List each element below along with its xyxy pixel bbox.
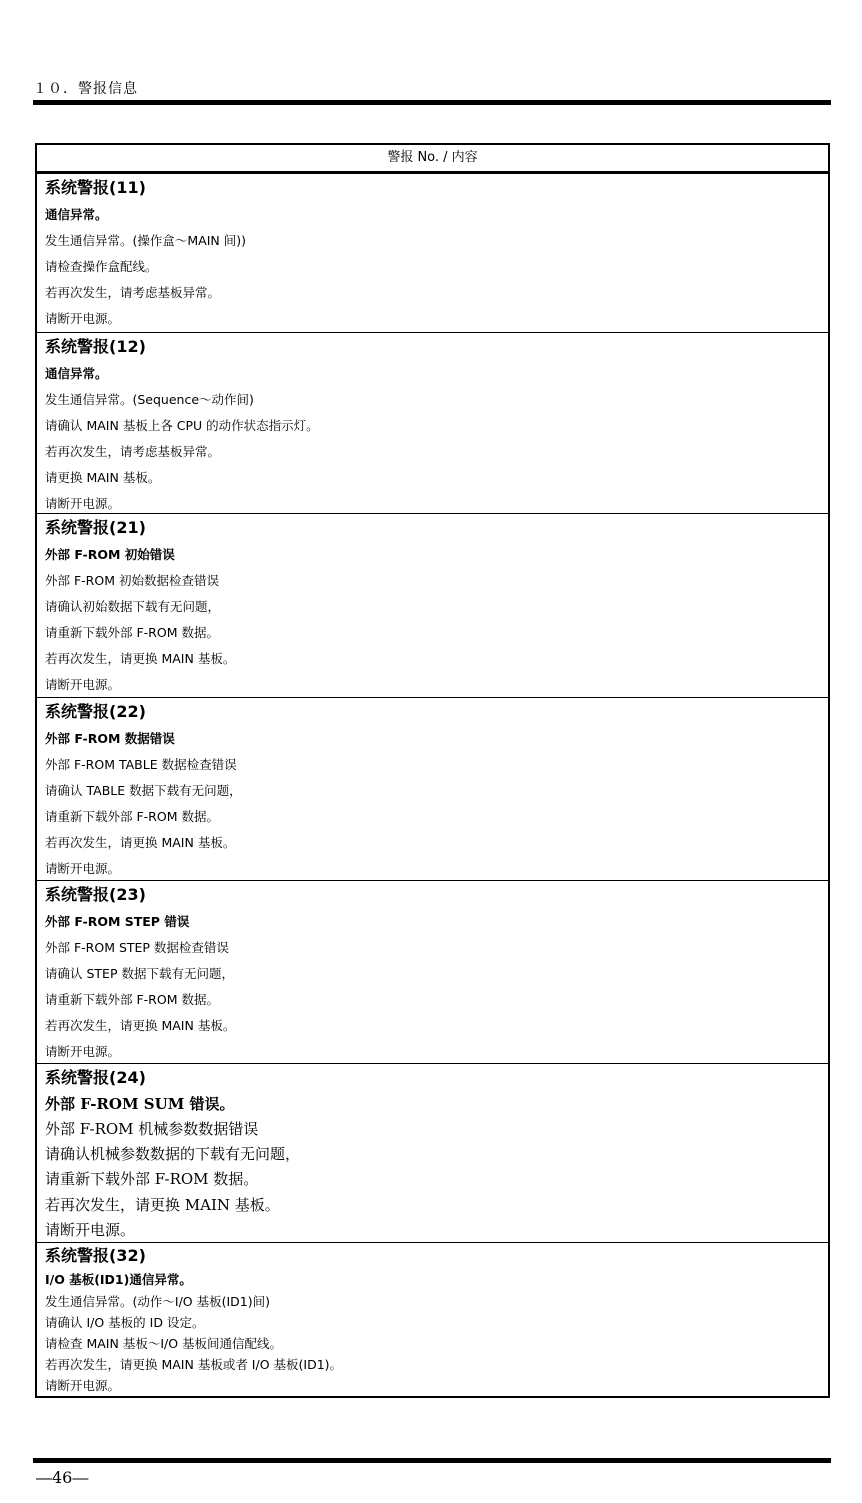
alarm-section-subtitle: 外部 F-ROM 初始错误: [45, 547, 175, 562]
alarm-section-title: 系统警报(24): [45, 1068, 146, 1087]
alarm-section-line: 请重新下载外部 F-ROM 数据。: [45, 1170, 259, 1189]
alarm-section-line: 请重新下载外部 F-ROM 数据。: [45, 992, 219, 1007]
alarm-section-subtitle: I/O 基板(ID1)通信异常。: [45, 1272, 192, 1287]
table-header-alarm-no-content: 警报 No. / 内容: [37, 145, 828, 174]
alarm-section-line: 请断开电源。: [45, 677, 121, 692]
alarm-section-title: 系统警报(11): [45, 178, 146, 197]
alarm-section: [37, 1243, 828, 1396]
alarm-section-line: 请确认 TABLE 数据下载有无问题，: [45, 783, 242, 798]
alarm-section-line: 请确认初始数据下载有无问题，: [45, 599, 221, 614]
chapter-title-rule: [33, 100, 831, 105]
alarm-section-line: 发生通信异常。(操作盒～MAIN 间)): [45, 233, 246, 248]
footer-rule: [33, 1458, 831, 1463]
alarm-section-line: 若再次发生，请考虑基板异常。: [45, 444, 221, 459]
alarm-section-line: 请确认机械参数数据的下载有无问题，: [45, 1145, 301, 1164]
alarm-table: [35, 143, 830, 1398]
alarm-section-line: 若再次发生，请更换 MAIN 基板。: [45, 1195, 280, 1214]
alarm-section-line: 请检查操作盒配线。: [45, 259, 158, 274]
alarm-section-line: 若再次发生，请更换 MAIN 基板。: [45, 651, 236, 666]
alarm-section-line: 请重新下载外部 F-ROM 数据。: [45, 625, 219, 640]
alarm-section-title: 系统警报(12): [45, 337, 146, 356]
alarm-section-line: 发生通信异常。(Sequence～动作间): [45, 392, 254, 407]
alarm-section: [37, 881, 828, 1064]
chapter-title: １０．警报信息: [33, 81, 138, 97]
alarm-section: [37, 174, 828, 333]
alarm-section-line: 外部 F-ROM 初始数据检查错误: [45, 573, 219, 588]
alarm-section-line: 外部 F-ROM 机械参数数据错误: [45, 1120, 259, 1138]
alarm-section-line: 若再次发生，请更换 MAIN 基板。: [45, 835, 236, 850]
alarm-section-line: 请断开电源。: [45, 496, 121, 511]
alarm-section-subtitle: 通信异常。: [45, 366, 108, 381]
alarm-section: [37, 698, 828, 881]
alarm-section-line: 若再次发生，请更换 MAIN 基板。: [45, 1018, 236, 1033]
alarm-section-subtitle: 外部 F-ROM 数据错误: [45, 731, 175, 746]
alarm-section-line: 请确认 MAIN 基板上各 CPU 的动作状态指示灯。: [45, 418, 319, 433]
alarm-section-title: 系统警报(22): [45, 702, 146, 721]
alarm-section-line: 请断开电源。: [45, 1220, 136, 1239]
page-number: ―46―: [36, 1468, 89, 1487]
alarm-section-line: 请断开电源。: [45, 1378, 121, 1393]
alarm-section-line: 请检查 MAIN 基板～I/O 基板间通信配线。: [45, 1336, 283, 1351]
alarm-section-line: 若再次发生，请更换 MAIN 基板或者 I/O 基板(ID1)。: [45, 1357, 343, 1372]
alarm-section-line: 发生通信异常。(动作～I/O 基板(ID1)间): [45, 1294, 270, 1309]
alarm-section-line: 外部 F-ROM TABLE 数据检查错误: [45, 757, 237, 772]
alarm-sections: [37, 174, 828, 1396]
alarm-section-line: 请确认 STEP 数据下载有无问题，: [45, 966, 234, 981]
alarm-section-title: 系统警报(32): [45, 1246, 146, 1265]
alarm-section-line: 请断开电源。: [45, 861, 121, 876]
alarm-section: [37, 514, 828, 698]
alarm-section-line: 外部 F-ROM STEP 数据检查错误: [45, 940, 229, 955]
alarm-section-line: 请重新下载外部 F-ROM 数据。: [45, 809, 219, 824]
alarm-section-line: 请断开电源。: [45, 1044, 121, 1059]
alarm-section: [37, 333, 828, 514]
alarm-section-subtitle: 通信异常。: [45, 207, 108, 222]
alarm-section: [37, 1064, 828, 1243]
alarm-section-title: 系统警报(23): [45, 885, 146, 904]
alarm-section-line: 请断开电源。: [45, 311, 121, 326]
alarm-section-line: 若再次发生，请考虑基板异常。: [45, 285, 221, 300]
alarm-section-subtitle: 外部 F-ROM SUM 错误。: [45, 1095, 235, 1113]
alarm-section-subtitle: 外部 F-ROM STEP 错误: [45, 914, 190, 929]
alarm-section-line: 请确认 I/O 基板的 ID 设定。: [45, 1315, 205, 1330]
alarm-section-title: 系统警报(21): [45, 518, 146, 537]
alarm-section-line: 请更换 MAIN 基板。: [45, 470, 161, 485]
